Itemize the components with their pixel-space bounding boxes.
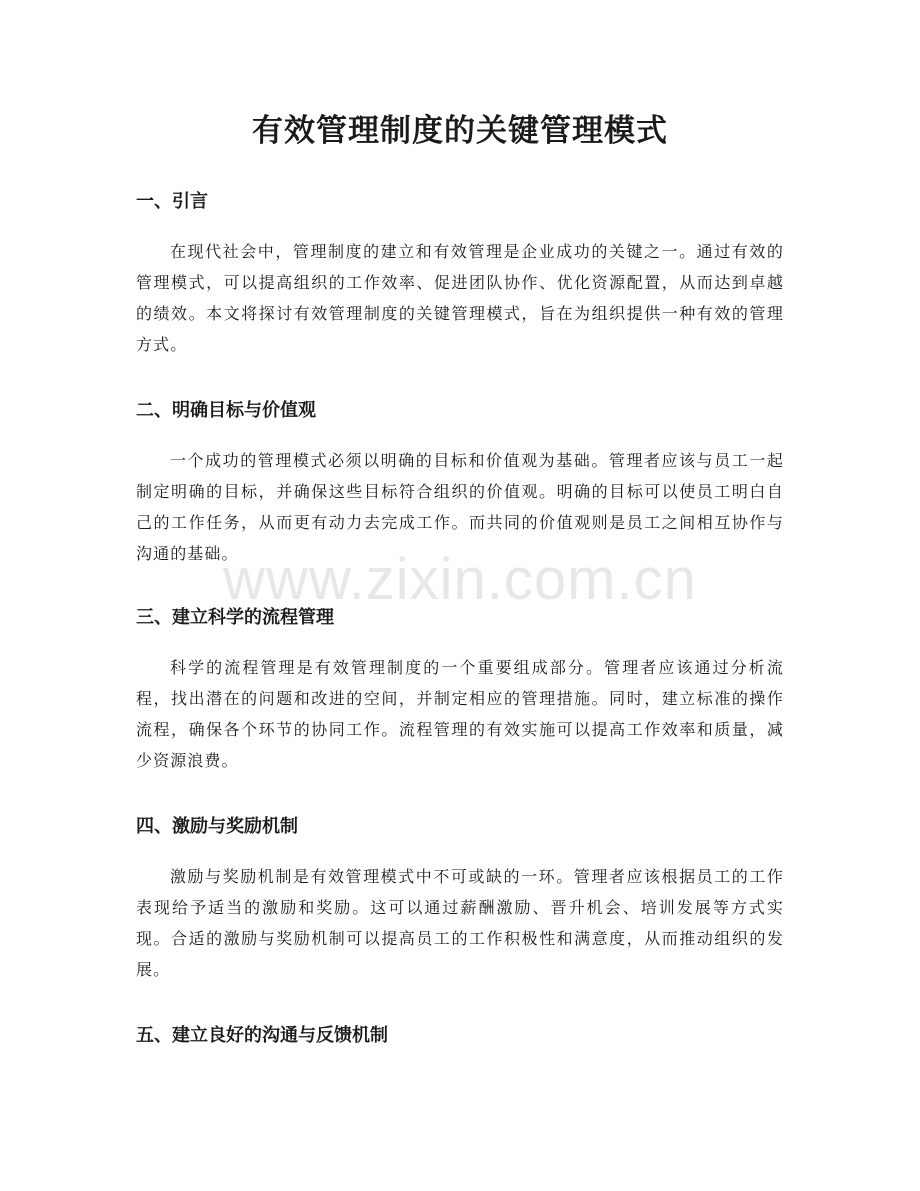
document-title: 有效管理制度的关键管理模式 [252,113,668,149]
section-heading-communication: 五、建立良好的沟通与反馈机制 [136,1025,388,1046]
section-paragraph-introduction: 在现代社会中，管理制度的建立和有效管理是企业成功的关键之一。通过有效的管理模式，可以提高组织的工作效率、促进团队协作、优化资源配置，从而达到卓越的绩效。本文将探讨有效管理制度的关键管理模式，旨在为组织提供一种有效的管理方式。 [136,242,784,354]
section-heading-incentives: 四、激励与奖励机制 [136,816,298,837]
section-paragraph-incentives: 激励与奖励机制是有效管理模式中不可或缺的一环。管理者应该根据员工的工作表现给予适当的激励和奖励。这可以通过薪酬激励、晋升机会、培训发展等方式实现。合适的激励与奖励机制可以提高员工的工作积极性和满意度，从而推动组织的发展。 [136,867,784,979]
section-paragraph-process-management: 科学的流程管理是有效管理制度的一个重要组成部分。管理者应该通过分析流程，找出潜在的问题和改进的空间，并制定相应的管理措施。同时，建立标准的操作流程，确保各个环节的协同工作。流程管理的有效实施可以提高工作效率和质量，减少资源浪费。 [136,658,784,770]
watermark: www.zixin.com.cn [223,547,697,612]
section-heading-process-management: 三、建立科学的流程管理 [136,607,334,628]
section-paragraph-goals-values: 一个成功的管理模式必须以明确的目标和价值观为基础。管理者应该与员工一起制定明确的目标，并确保这些目标符合组织的价值观。明确的目标可以使员工明白自己的工作任务，从而更有动力去完成工作。而共同的价值观则是员工之间相互协作与沟通的基础。 [136,451,784,563]
section-heading-goals-values: 二、明确目标与价值观 [136,400,316,421]
section-heading-introduction: 一、引言 [136,191,208,212]
